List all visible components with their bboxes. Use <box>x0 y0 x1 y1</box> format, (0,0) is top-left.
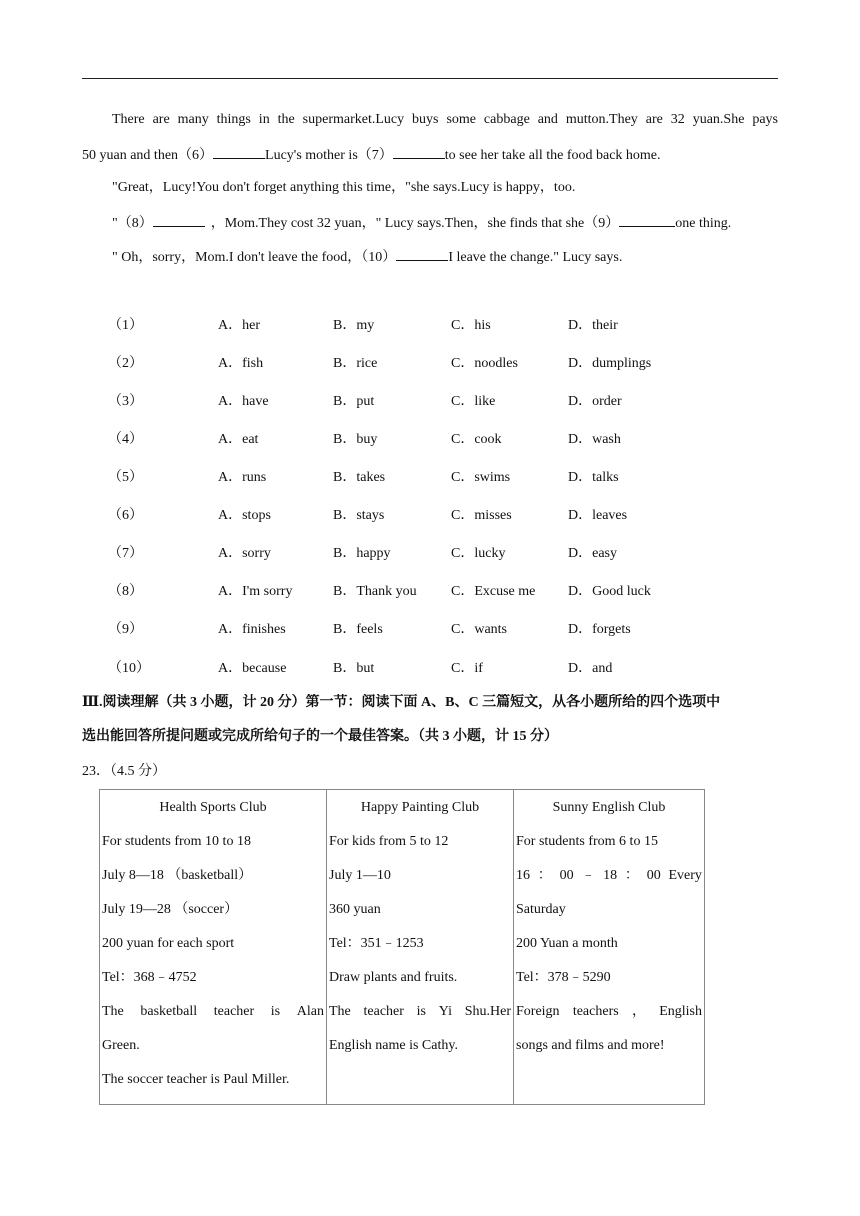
club-line-justified <box>516 1002 702 1036</box>
option-d[interactable]: D．wash <box>568 432 621 447</box>
option-row <box>0 621 860 641</box>
passage-paragraph-2: "Great，Lucy!You don't forget anything this time，"she says.Lucy is happy，too. <box>112 180 576 195</box>
word: Every <box>668 868 702 883</box>
option-b[interactable]: B．happy <box>333 546 391 561</box>
blank-6 <box>213 145 265 159</box>
option-d[interactable]: D．dumplings <box>568 356 652 371</box>
club-phone: Tel：351﹣1253 <box>329 936 424 951</box>
blank-7 <box>393 145 445 159</box>
option-d[interactable]: D．leaves <box>568 508 628 523</box>
option-row <box>0 393 860 413</box>
club-line: For students from 6 to 15 <box>516 834 658 849</box>
club-line-justified <box>329 1002 511 1036</box>
option-number: （8） <box>108 584 143 599</box>
club-title: Sunny English Club <box>552 800 666 815</box>
passage-paragraph-4 <box>112 247 622 267</box>
club-line: For kids from 5 to 12 <box>329 834 449 849</box>
option-b[interactable]: B．rice <box>333 356 378 371</box>
option-c[interactable]: C．noodles <box>451 356 518 371</box>
option-row <box>0 317 860 337</box>
option-d[interactable]: D．talks <box>568 470 619 485</box>
option-a[interactable]: A．I'm sorry <box>218 584 293 599</box>
word: teachers <box>572 1004 619 1019</box>
option-d[interactable]: D．forgets <box>568 622 631 637</box>
passage-paragraph-1 <box>82 111 778 129</box>
option-a[interactable]: A．fish <box>218 356 264 371</box>
word: The <box>329 1004 351 1019</box>
option-c[interactable]: C．Excuse me <box>451 584 536 599</box>
section-heading-line-1: Ⅲ.阅读理解（共 3 小题，计 20 分）第一节：阅读下面 A、B、C 三篇短文，从各小题所给的四个选项中 <box>82 695 721 710</box>
club-phone: Tel：368﹣4752 <box>102 970 197 985</box>
passage-line-1: There are many things in the supermarket.Lucy buys some cabbage and mutton.They are 32 yuan.She pays <box>112 112 778 127</box>
passage-text: " Oh，sorry，Mom.I don't leave the food，（10） <box>112 250 397 265</box>
passage-text: 50 yuan and then（6） <box>82 148 214 163</box>
club-line: Draw plants and fruits. <box>329 970 458 985</box>
option-a[interactable]: A．finishes <box>218 622 286 637</box>
option-d[interactable]: D．and <box>568 661 613 676</box>
option-row <box>0 431 860 451</box>
word: ﹣ <box>581 868 596 883</box>
club-line: July 19—28 （soccer） <box>102 902 239 917</box>
option-row <box>0 660 860 680</box>
passage-text: to see her take all the food back home. <box>444 148 661 163</box>
word: is <box>416 1004 426 1019</box>
option-a[interactable]: A．her <box>218 318 260 333</box>
club-line: songs and films and more! <box>516 1038 665 1053</box>
club-line: Green. <box>102 1038 140 1053</box>
club-line: 360 yuan <box>329 902 381 917</box>
option-b[interactable]: B．my <box>333 318 375 333</box>
passage-text: Lucy's mother is（7） <box>265 148 393 163</box>
option-c[interactable]: C．his <box>451 318 491 333</box>
option-d[interactable]: D．easy <box>568 546 617 561</box>
option-c[interactable]: C．like <box>451 394 496 409</box>
word: The <box>102 1004 124 1019</box>
word: 16 <box>516 868 530 883</box>
option-b[interactable]: B．Thank you <box>333 584 417 599</box>
word: 18 <box>603 868 618 883</box>
option-c[interactable]: C．wants <box>451 622 507 637</box>
option-row <box>0 583 860 603</box>
option-row <box>0 507 860 527</box>
option-number: （10） <box>108 661 150 676</box>
passage-text: ，Mom.They cost 32 yuan，" Lucy says.Then，she finds that she（9） <box>210 216 620 231</box>
word: Shu.Her <box>464 1004 511 1019</box>
club-title: Health Sports Club <box>159 800 267 815</box>
word: Yi <box>438 1004 452 1019</box>
option-a[interactable]: A．runs <box>218 470 267 485</box>
word: teacher <box>363 1004 404 1019</box>
option-a[interactable]: A．sorry <box>218 546 271 561</box>
option-a[interactable]: A．have <box>218 394 269 409</box>
option-c[interactable]: C．lucky <box>451 546 506 561</box>
club-cell-happy-painting <box>327 790 514 1105</box>
passage-paragraph-3 <box>112 213 731 233</box>
blank-8 <box>153 213 205 227</box>
word: ， <box>631 1004 646 1019</box>
option-b[interactable]: B．stays <box>333 508 385 523</box>
option-number: （6） <box>108 508 143 523</box>
option-number: （1） <box>108 318 143 333</box>
option-c[interactable]: C．misses <box>451 508 512 523</box>
option-row <box>0 545 860 565</box>
option-d[interactable]: D．order <box>568 394 622 409</box>
section-heading-line-2: 选出能回答所提问题或完成所给句子的一个最佳答案。（共 3 小题，计 15 分） <box>82 729 558 744</box>
word: Alan <box>296 1004 324 1019</box>
option-b[interactable]: B．buy <box>333 432 378 447</box>
option-number: （5） <box>108 470 143 485</box>
option-number: （3） <box>108 394 143 409</box>
passage-text: one thing. <box>675 216 732 231</box>
option-row <box>0 469 860 489</box>
passage-line-2 <box>82 145 778 165</box>
club-line: Saturday <box>516 902 566 917</box>
option-c[interactable]: C．if <box>451 661 483 676</box>
club-phone: Tel：378﹣5290 <box>516 970 611 985</box>
club-line: July 8—18 （basketball） <box>102 868 253 883</box>
word: Foreign <box>516 1004 560 1019</box>
option-b[interactable]: B．takes <box>333 470 386 485</box>
passage-text: "（8） <box>112 216 153 231</box>
blank-9 <box>619 213 675 227</box>
passage-text: I leave the change." Lucy says. <box>448 250 623 265</box>
club-line: 200 Yuan a month <box>516 936 618 951</box>
blank-10 <box>396 247 448 261</box>
option-row <box>0 355 860 375</box>
club-cell-sunny-english <box>514 790 705 1105</box>
option-c[interactable]: C．cook <box>451 432 502 447</box>
word: English <box>659 1004 702 1019</box>
word: 00 <box>646 868 661 883</box>
option-d[interactable]: D．Good luck <box>568 584 651 599</box>
option-number: （4） <box>108 432 143 447</box>
option-number: （7） <box>108 546 143 561</box>
club-title: Happy Painting Club <box>360 800 480 815</box>
option-a[interactable]: A．stops <box>218 508 271 523</box>
option-number: （2） <box>108 356 143 371</box>
option-b[interactable]: B．put <box>333 394 375 409</box>
option-a[interactable]: A．because <box>218 661 287 676</box>
option-b[interactable]: B．feels <box>333 622 383 637</box>
clubs-table <box>99 789 705 1105</box>
club-line: For students from 10 to 18 <box>102 834 251 849</box>
word: is <box>270 1004 281 1019</box>
club-line: 200 yuan for each sport <box>102 936 235 951</box>
option-a[interactable]: A．eat <box>218 432 259 447</box>
option-d[interactable]: D．their <box>568 318 618 333</box>
club-time-line <box>516 866 702 900</box>
option-c[interactable]: C．swims <box>451 470 511 485</box>
word: 00 <box>559 868 574 883</box>
club-line: English name is Cathy. <box>329 1038 458 1053</box>
option-number: （9） <box>108 622 143 637</box>
word: ： <box>624 868 639 883</box>
word: teacher <box>213 1004 255 1019</box>
option-b[interactable]: B．but <box>333 661 375 676</box>
word: basketball <box>140 1004 198 1019</box>
word: ： <box>537 868 552 883</box>
club-line: July 1—10 <box>329 868 391 883</box>
club-line-justified <box>102 1002 324 1036</box>
club-cell-health-sports <box>100 790 327 1105</box>
question-label: 23．（4.5 分） <box>82 764 166 779</box>
header-rule <box>82 78 778 79</box>
club-line: The soccer teacher is Paul Miller. <box>102 1072 290 1087</box>
